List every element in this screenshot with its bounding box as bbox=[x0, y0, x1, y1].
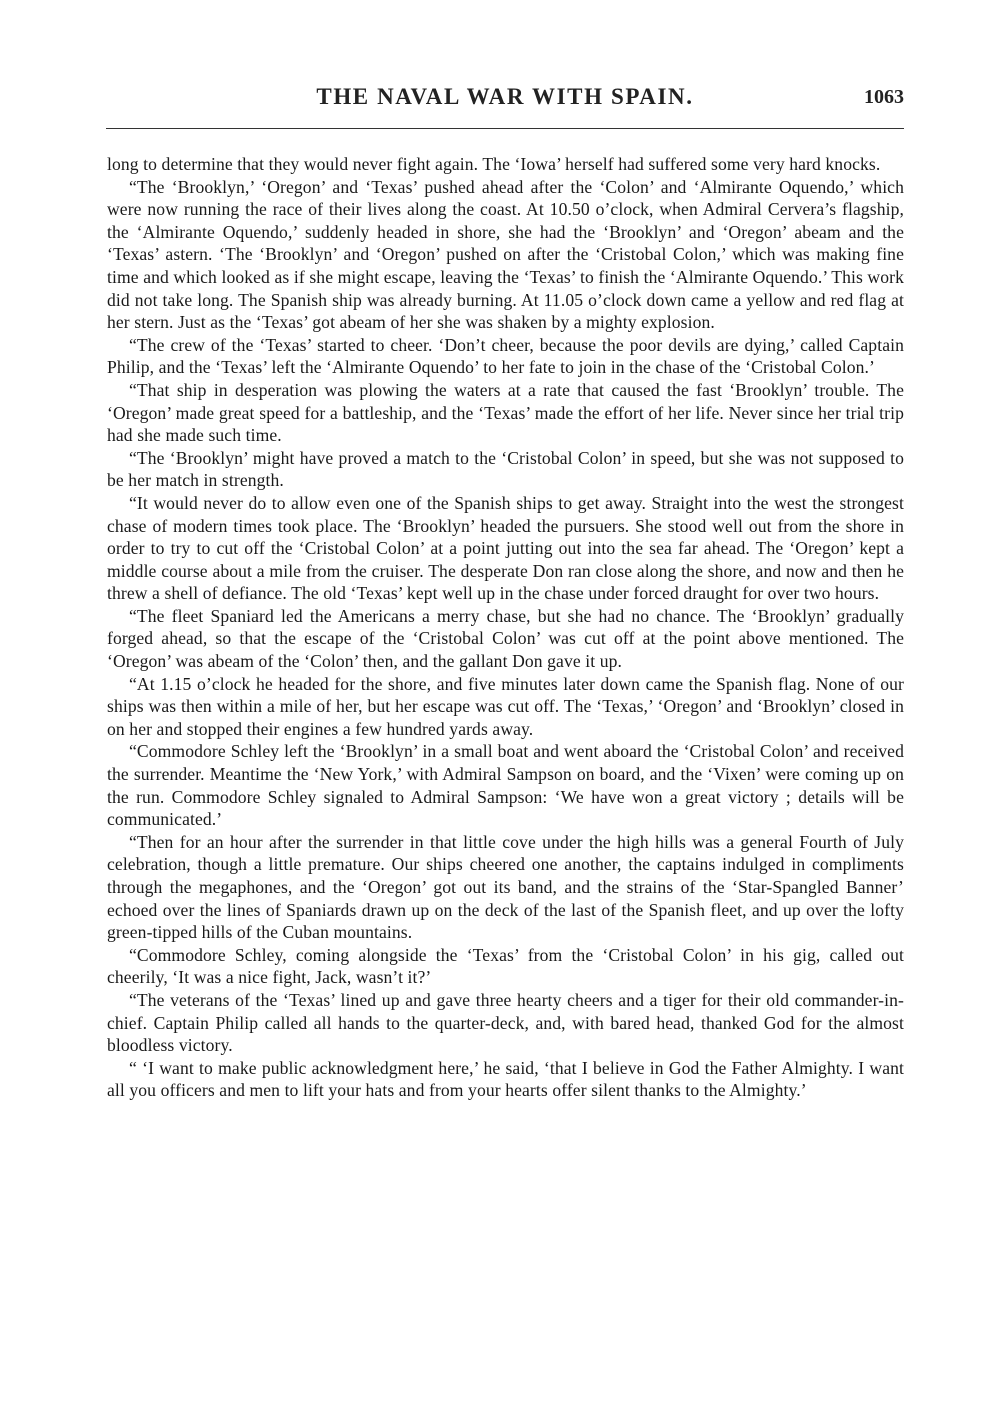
paragraph: “ ‘I want to make public acknowledgment here,’ he said, ‘that I believe in God the Father Almighty. I want all you officers and men to lift your hats and from your hearts offer silent thanks to the Almighty.’ bbox=[107, 1057, 904, 1101]
page-number: 1063 bbox=[864, 86, 904, 108]
paragraph: “It would never do to allow even one of the Spanish ships to get away. Straight into the west the strongest chase of modern times took place. The ‘Brooklyn’ headed the pursuers. She stood well out from the shore in order to try to cut off the ‘Cristobal Colon’ at a point jutting out into the sea far ahead. The ‘Oregon’ kept a middle course about a mile from the cruiser. The desperate Don ran close along the shore, and now and then he threw a shell of defiance. The old ‘Texas’ kept well up in the chase under forced draught for over two hours. bbox=[107, 492, 904, 604]
body-text bbox=[107, 153, 904, 1102]
paragraph-continued: long to determine that they would never fight again. The ‘Iowa’ herself had suffered some very hard knocks. bbox=[107, 154, 881, 174]
header-rule bbox=[106, 128, 904, 129]
running-head bbox=[106, 80, 904, 120]
paragraph: “The ‘Brooklyn’ might have proved a match to the ‘Cristobal Colon’ in speed, but she was not supposed to be her match in strength. bbox=[107, 447, 904, 491]
paragraph: “Commodore Schley left the ‘Brooklyn’ in a small boat and went aboard the ‘Cristobal Colon’ and received the surrender. Meantime the ‘New York,’ with Admiral Sampson on board, and the ‘Vixen’ were coming up on the run. Commodore Schley signaled to Admiral Sampson: ‘We have won a great victory ; details will be communicated.’ bbox=[107, 741, 904, 830]
paragraph: “Then for an hour after the surrender in that little cove under the high hills was a general Fourth of July celebration, though a little premature. Our ships cheered one another, the captains indulged in compliments through the megaphones, and the ‘Oregon’ got out its band, and the strains of the ‘Star-Spangled Banner’ echoed over the lines of Spaniards drawn up on the deck of the last of the Spanish fleet, and up over the lofty green-tipped hills of the Cuban mountains. bbox=[107, 831, 904, 943]
paragraph: “The crew of the ‘Texas’ started to cheer. ‘Don’t cheer, because the poor devils are dying,’ called Captain Philip, and the ‘Texas’ left the ‘Almirante Oquendo’ to her fate to join in the chase of the ‘Cristobal Colon.’ bbox=[107, 334, 904, 378]
paragraph: “That ship in desperation was plowing the waters at a rate that caused the fast ‘Brooklyn’ trouble. The ‘Oregon’ made great speed for a battleship, and the ‘Texas’ made the effort of her life. Never since her trial trip had she made such time. bbox=[107, 379, 904, 446]
running-title: THE NAVAL WAR WITH SPAIN. bbox=[316, 84, 694, 109]
paragraph: “Commodore Schley, coming alongside the ‘Texas’ from the ‘Cristobal Colon’ in his gig, called out cheerily, ‘It was a nice fight, Jack, wasn’t it?’ bbox=[107, 944, 904, 988]
paragraph: “The fleet Spaniard led the Americans a merry chase, but she had no chance. The ‘Brooklyn’ gradually forged ahead, so that the escape of the ‘Cristobal Colon’ was cut off at the point above mentioned. The ‘Oregon’ was abeam of the ‘Colon’ then, and the gallant Don gave it up. bbox=[107, 605, 904, 672]
paragraph: “At 1.15 o’clock he headed for the shore, and five minutes later down came the Spanish flag. None of our ships was then within a mile of her, but her escape was cut off. The ‘Texas,’ ‘Oregon’ and ‘Brooklyn’ closed in on her and stopped their engines a few hundred yards away. bbox=[107, 673, 904, 739]
paragraph: “The veterans of the ‘Texas’ lined up and gave three hearty cheers and a tiger for their old commander-in-chief. Captain Philip called all hands to the quarter-deck, and, with bared head, thanked God for the almost bloodless victory. bbox=[107, 989, 904, 1056]
paragraph: “The ‘Brooklyn,’ ‘Oregon’ and ‘Texas’ pushed ahead after the ‘Colon’ and ‘Almirante Oquendo,’ which were now running the race of their lives along the coast. At 10.50 o’clock, when Admiral Cervera’s flagship, the ‘Almirante Oquendo,’ suddenly headed in shore, she had the ‘Brooklyn’ and ‘Oregon’ abeam and the ‘Texas’ astern. ‘The ‘Brooklyn’ and ‘Oregon’ pushed on after the ‘Cristobal Colon,’ which was making fine time and which looked as if she might escape, leaving the ‘Texas’ to finish the ‘Almirante Oquendo.’ This work did not take long. The Spanish ship was already burning. At 11.05 o’clock down came a yellow and red flag at her stern. Just as the ‘Texas’ got abeam of her she was shaken by a mighty explosion. bbox=[107, 176, 904, 333]
